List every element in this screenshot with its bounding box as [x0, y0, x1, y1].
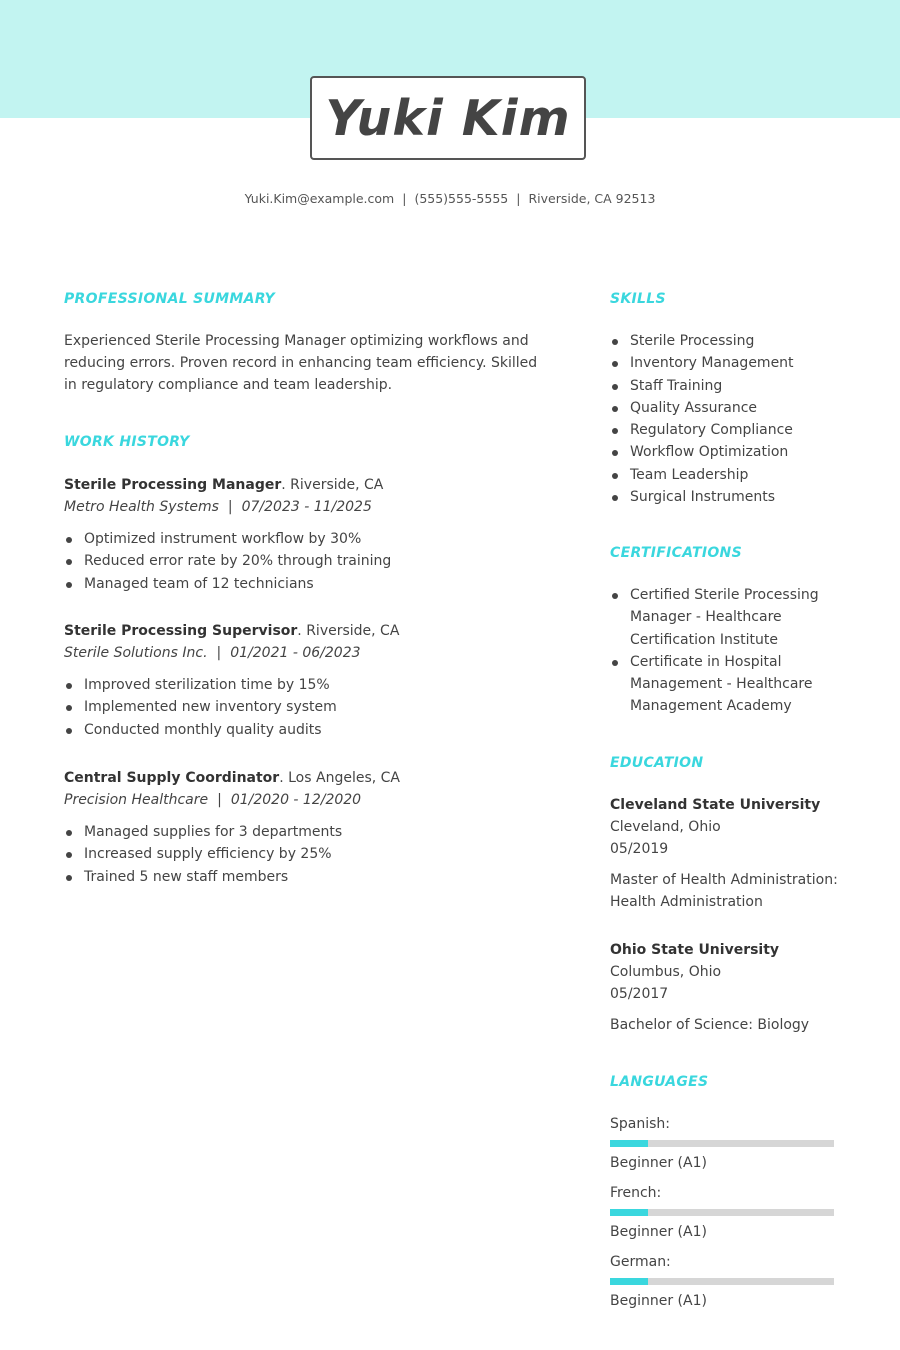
language-level: Beginner (A1) [610, 1293, 707, 1309]
job-title-line: Central Supply Coordinator. Los Angeles, CA [64, 770, 400, 786]
skills-list [610, 330, 850, 508]
contact-phone[interactable]: (555)555-5555 [414, 191, 509, 206]
job-company-line [64, 496, 564, 518]
certifications-list [610, 584, 835, 718]
name-box [310, 76, 586, 160]
skill-item: Team Leadership [610, 464, 850, 486]
contact-separator: | [402, 191, 407, 206]
education-heading: EDUCATION [610, 755, 704, 771]
job-title: Sterile Processing Supervisor [64, 623, 298, 639]
language-level: Beginner (A1) [610, 1155, 707, 1171]
education-entry [610, 939, 860, 1036]
job-company: Precision Healthcare [64, 792, 209, 808]
job-separator: | [227, 499, 233, 515]
job-bullet: Optimized instrument workflow by 30% [64, 528, 564, 550]
education-school: Ohio State University [610, 942, 780, 958]
job-location: Riverside, CA [290, 477, 384, 493]
job-location: Riverside, CA [306, 623, 400, 639]
job-dates: 01/2020 - 12/2020 [230, 792, 362, 808]
job-bullet: Managed supplies for 3 departments [64, 821, 564, 843]
job-title-line: Sterile Processing Supervisor. Riverside, CA [64, 623, 400, 639]
contact-location: Riverside, CA 92513 [528, 191, 656, 206]
job-bullet: Improved sterilization time by 15% [64, 674, 564, 696]
job-bullet: Managed team of 12 technicians [64, 573, 564, 595]
job-dates: 07/2023 - 11/2025 [241, 499, 372, 515]
job-bullet: Reduced error rate by 20% through training [64, 550, 564, 572]
language-proficiency-bar [610, 1140, 834, 1147]
job-bullets [64, 821, 564, 888]
language-level: Beginner (A1) [610, 1224, 707, 1240]
language-proficiency-fill [610, 1140, 648, 1147]
skill-item: Surgical Instruments [610, 486, 850, 508]
contact-separator: | [516, 191, 521, 206]
education-degree: Master of Health Administration: Health Administration [610, 872, 838, 910]
education-place: Cleveland, Ohio [610, 819, 721, 835]
job-bullets [64, 674, 564, 741]
job-entry [64, 620, 564, 741]
contact-email[interactable]: Yuki.Kim@example.com [244, 191, 395, 206]
certification-item: Certificate in Hospital Management - Healthcare Management Academy [610, 651, 835, 718]
certification-item: Certified Sterile Processing Manager - Healthcare Certification Institute [610, 584, 835, 651]
language-proficiency-fill [610, 1209, 648, 1216]
languages-heading: LANGUAGES [610, 1074, 709, 1090]
language-name: French: [610, 1185, 662, 1201]
education-date: 05/2019 [610, 841, 669, 857]
language-proficiency-bar [610, 1278, 834, 1285]
education-degree: Bachelor of Science: Biology [610, 1017, 810, 1033]
candidate-name: Yuki Kim [325, 89, 571, 147]
language-name: German: [610, 1254, 671, 1270]
contact-line [0, 191, 900, 206]
education-entry [610, 794, 860, 913]
skill-item: Workflow Optimization [610, 441, 850, 463]
job-company: Metro Health Systems [64, 499, 219, 515]
job-title: Sterile Processing Manager [64, 477, 282, 493]
job-company: Sterile Solutions Inc. [64, 645, 208, 661]
language-entry [610, 1252, 834, 1311]
job-separator: | [216, 645, 222, 661]
language-proficiency-fill [610, 1278, 648, 1285]
job-title: Central Supply Coordinator [64, 770, 280, 786]
skill-item: Regulatory Compliance [610, 419, 850, 441]
language-name: Spanish: [610, 1116, 670, 1132]
job-bullet: Implemented new inventory system [64, 696, 564, 718]
job-bullet: Trained 5 new staff members [64, 866, 564, 888]
summary-text: Experienced Sterile Processing Manager optimizing workflows and reducing errors. Proven record in enhancing team efficiency. Skilled in regulatory compliance and team leadership. [64, 333, 538, 393]
skill-item: Staff Training [610, 375, 850, 397]
certifications-heading: CERTIFICATIONS [610, 545, 742, 561]
job-title-line: Sterile Processing Manager. Riverside, CA [64, 477, 384, 493]
language-entry [610, 1183, 834, 1242]
skill-item: Quality Assurance [610, 397, 850, 419]
work-history-heading: WORK HISTORY [64, 434, 190, 450]
job-bullet: Increased supply efficiency by 25% [64, 843, 564, 865]
language-proficiency-bar [610, 1209, 834, 1216]
skill-item: Inventory Management [610, 352, 850, 374]
job-bullet: Conducted monthly quality audits [64, 719, 564, 741]
job-entry [64, 767, 564, 888]
education-school: Cleveland State University [610, 797, 821, 813]
education-place: Columbus, Ohio [610, 964, 722, 980]
job-location: Los Angeles, CA [288, 770, 400, 786]
job-separator: | [217, 792, 222, 808]
job-entry [64, 474, 564, 595]
skill-item: Sterile Processing [610, 330, 850, 352]
education-date: 05/2017 [610, 986, 669, 1002]
job-bullets [64, 528, 564, 595]
job-company-line [64, 642, 564, 664]
summary-heading: PROFESSIONAL SUMMARY [64, 291, 275, 307]
job-dates: 01/2021 - 06/2023 [230, 645, 361, 661]
job-company-line [64, 789, 564, 811]
skills-heading: SKILLS [610, 291, 666, 307]
language-entry [610, 1114, 834, 1173]
